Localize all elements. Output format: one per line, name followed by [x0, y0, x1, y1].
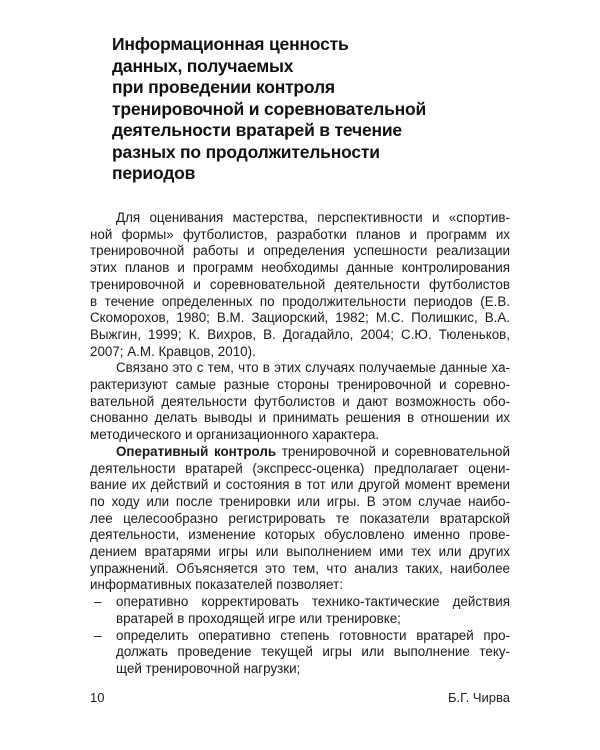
text-line: Связано это с тем, что в этих случаях получаемые данные ха-	[116, 360, 510, 376]
text-line: вательной деятельности футболистов и дают возможность обо-	[90, 393, 510, 409]
text-line: Выжгин, 1999; К. Вихров, В. Догадайло, 2004; С.Ю. Тюленьков,	[90, 326, 510, 342]
text-line: Для оценивания мастерства, перспективности и «спортив-	[116, 210, 510, 225]
text-line: тренировочной работы и определения успешности реализации	[90, 243, 510, 259]
chapter-title-line: данных, получаемых	[112, 55, 294, 76]
text-line	[90, 444, 510, 461]
text-line: методического и организационного характера.	[90, 427, 380, 443]
text-line: 2007; А.М. Кравцов, 2010).	[90, 343, 256, 359]
bullet-line: должать проведение текущей игры или выполнение теку-	[116, 644, 510, 660]
bullet-line	[90, 628, 510, 645]
body-text	[90, 210, 510, 678]
chapter-title	[112, 34, 442, 185]
dash-marker: –	[94, 594, 102, 610]
text-line: ной формы» футболистов, разработки планов и программ их	[90, 226, 510, 242]
text-line: упражнений. Объясняется это тем, что анализ таких, наиболее	[90, 560, 510, 576]
dash-marker: –	[94, 627, 102, 643]
page-number: 10	[90, 690, 105, 705]
text-line: дением вратарями игры или выполнением ими тех или других	[90, 544, 510, 560]
text-line: деятельности, изменение которых обусловлено именно прове-	[90, 527, 510, 543]
running-author: Б.Г. Чирва	[448, 690, 510, 705]
paragraph-3	[90, 444, 510, 594]
text-line: этих планов и программ необходимы данные контролирования	[90, 260, 510, 276]
bullet-text: оперативно корректировать технико-тактические действия	[116, 594, 510, 610]
bullet-item	[90, 628, 510, 678]
bullet-item	[90, 594, 510, 627]
chapter-title-line: Информационная ценность	[112, 34, 349, 54]
bullet-line: вратарей в проходящей игре или тренировке;	[116, 610, 401, 626]
paragraph-1	[90, 210, 510, 360]
bullet-text: определить оперативно степень готовности вратарей про-	[116, 627, 510, 643]
bold-term: Оперативный контроль	[116, 443, 277, 459]
chapter-title-line: тренировочной и соревновательной	[112, 98, 427, 119]
text-line: информативных показателей позволяет:	[90, 577, 343, 593]
text-line: вание их действий и состояния в тот или другой момент времени	[90, 477, 510, 493]
bullet-line: щей тренировочной нагрузки;	[116, 660, 301, 676]
text-line: в течение определенных по продолжительности периодов (Е.В.	[90, 293, 510, 309]
text-line: Скоморохов, 1980; В.М. Зациорский, 1982; М.С. Полишкис, В.А.	[90, 310, 510, 326]
text-fragment: тренировочной и соревновательной	[276, 443, 510, 459]
text-line: деятельности вратарей (экспресс-оценка) предполагает оцени-	[90, 460, 510, 476]
chapter-title-line: при проведении контроля	[112, 77, 335, 97]
chapter-title-line: разных по продолжительности	[112, 141, 380, 162]
chapter-title-line: периодов	[112, 163, 196, 183]
chapter-title-line: деятельности вратарей в течение	[112, 120, 402, 140]
text-line: лее целесообразно регистрировать те показатели вратарской	[90, 510, 510, 526]
paragraph-2	[90, 360, 510, 444]
text-line: рактеризуют самые разные стороны тренировочной и соревно-	[90, 377, 510, 393]
text-line: снованно делать выводы и принимать решения в отношении их	[90, 410, 510, 426]
text-line: тренировочной и соревновательной деятельности футболистов	[90, 276, 510, 292]
text-line: по ходу или после тренировки или игры. В этом случае наибо-	[90, 493, 510, 509]
bullet-line	[90, 594, 510, 611]
